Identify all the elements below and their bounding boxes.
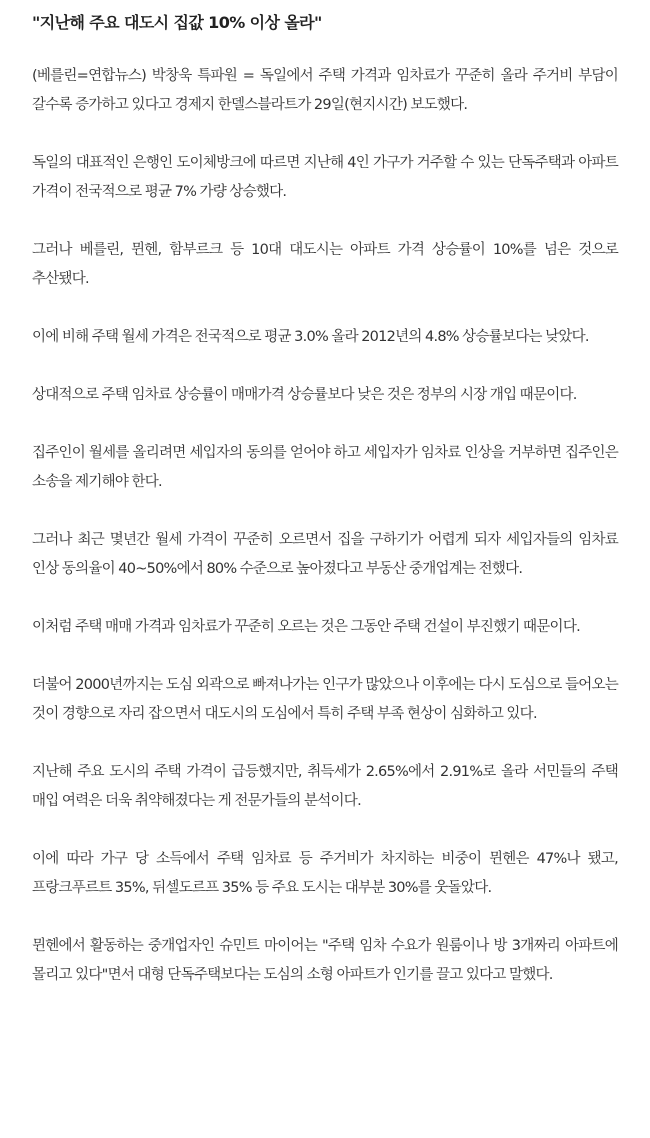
article-paragraph: 그러나 베를린, 뮌헨, 함부르크 등 10대 대도시는 아파트 가격 상승률이 10%를 넘은 것으로 추산됐다. [32, 242, 618, 287]
article-paragraph: 상대적으로 주택 임차료 상승률이 매매가격 상승률보다 낮은 것은 정부의 시장 개입 때문이다. [32, 387, 577, 403]
article-paragraph: 집주인이 월세를 올리려면 세입자의 동의를 얻어야 하고 세입자가 임차료 인상을 거부하면 집주인은 소송을 제기해야 한다. [32, 445, 618, 490]
article-paragraph: 지난해 주요 도시의 주택 가격이 급등했지만, 취득세가 2.65%에서 2.91%로 올라 서민들의 주택 매입 여력은 더욱 취약해졌다는 게 전문가들의 분석이다. [32, 764, 618, 809]
article-paragraph: 더불어 2000년까지는 도심 외곽으로 빠져나가는 인구가 많았으나 이후에는 다시 도심으로 들어오는 것이 경향으로 자리 잡으면서 대도시의 도심에서 특히 주택 부족 현상이 심화하고 있다. [32, 677, 618, 722]
article-paragraph: 독일의 대표적인 은행인 도이체방크에 따르면 지난해 4인 가구가 거주할 수 있는 단독주택과 아파트 가격이 전국적으로 평균 7% 가량 상승했다. [32, 155, 618, 200]
article-headline: "지난해 주요 대도시 집값 10% 이상 올라" [32, 13, 322, 32]
article-paragraph: 이처럼 주택 매매 가격과 임차료가 꾸준히 오르는 것은 그동안 주택 건설이 부진했기 때문이다. [32, 619, 580, 635]
article-paragraph: 이에 따라 가구 당 소득에서 주택 임차료 등 주거비가 차지하는 비중이 뮌헨은 47%나 됐고, 프랑크푸르트 35%, 뒤셀도르프 35% 등 주요 도시는 대부분 30%를 웃돌았다. [32, 851, 618, 896]
article-paragraph: (베를린=연합뉴스) 박창욱 특파원 = 독일에서 주택 가격과 임차료가 꾸준히 올라 주거비 부담이 갈수록 증가하고 있다고 경제지 한델스블라트가 29일(현지시간) 보도했다. [32, 68, 618, 113]
article-paragraph: 뮌헨에서 활동하는 중개업자인 슈민트 마이어는 "주택 임차 수요가 원룸이나 방 3개짜리 아파트에 몰리고 있다"면서 대형 단독주택보다는 도심의 소형 아파트가 인기를 끌고 있다고 말했다. [32, 938, 618, 983]
article-paragraph: 이에 비해 주택 월세 가격은 전국적으로 평균 3.0% 올라 2012년의 4.8% 상승률보다는 낮았다. [32, 329, 589, 345]
article-paragraph: 그러나 최근 몇년간 월세 가격이 꾸준히 오르면서 집을 구하기가 어렵게 되자 세입자들의 임차료 인상 동의율이 40~50%에서 80% 수준으로 높아졌다고 부동산 중개업계는 전했다. [32, 532, 618, 577]
